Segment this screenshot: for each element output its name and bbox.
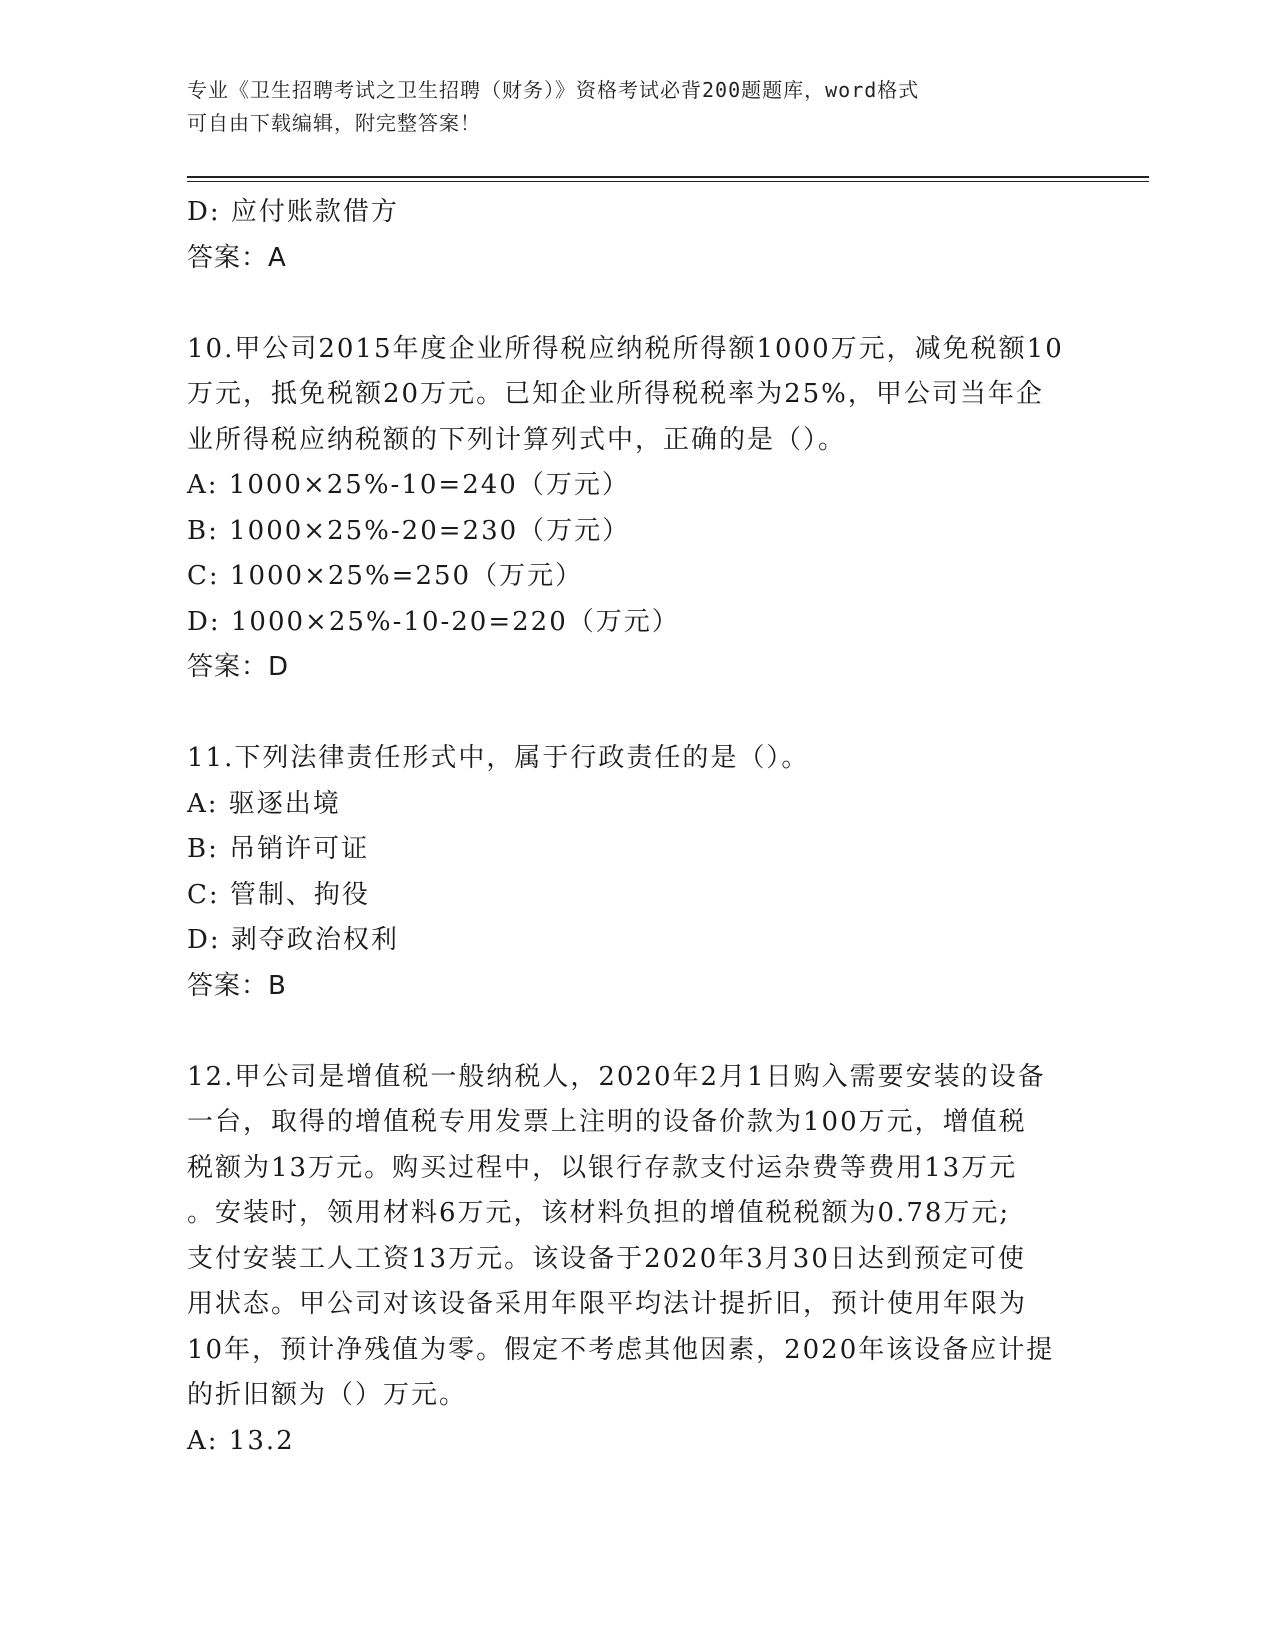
q11-answer: 答案：B bbox=[187, 970, 287, 1001]
question-content bbox=[187, 190, 1087, 1464]
q10-option-c: C: 1000×25%=250（万元） bbox=[187, 561, 584, 591]
q10-option-d: D: 1000×25%-10-20=220（万元） bbox=[187, 606, 680, 637]
header-divider-thick bbox=[187, 176, 1149, 178]
q11-option-d: D: 剥夺政治权利 bbox=[187, 925, 399, 955]
q12-stem-line-1: 12.甲公司是增值税一般纳税人，2020年2月1日购入需要安装的设备 bbox=[187, 1061, 1046, 1092]
spacer bbox=[187, 691, 1087, 737]
q10-stem-line-3: 业所得税应纳税额的下列计算列式中，正确的是（）。 bbox=[187, 424, 847, 455]
header-line-1: 专业《卫生招聘考试之卫生招聘（财务）》资格考试必背200题题库，word格式 bbox=[187, 78, 920, 102]
q10-option-a: A: 1000×25%-10=240（万元） bbox=[187, 470, 630, 500]
q11-option-a: A: 驱逐出境 bbox=[187, 788, 341, 819]
q10-answer: 答案：D bbox=[187, 652, 290, 682]
q11-stem: 11.下列法律责任形式中，属于行政责任的是（）。 bbox=[187, 743, 810, 773]
q10-stem-line-1: 10.甲公司2015年度企业所得税应纳税所得额1000万元，减免税额10 bbox=[187, 333, 1064, 364]
spacer bbox=[187, 281, 1087, 327]
header-divider-thin bbox=[187, 181, 1149, 182]
q12-stem-line-5: 支付安装工人工资13万元。该设备于2020年3月30日达到预定可使 bbox=[187, 1243, 1026, 1274]
q10-stem-line-2: 万元，抵免税额20万元。已知企业所得税税率为25%，甲公司当年企 bbox=[187, 379, 1044, 409]
q9-option-d: D: 应付账款借方 bbox=[187, 197, 399, 227]
q12-stem-line-6: 用状态。甲公司对该设备采用年限平均法计提折旧，预计使用年限为 bbox=[187, 1289, 1028, 1319]
q12-stem-line-7: 10年，预计净残值为零。假定不考虑其他因素，2020年该设备应计提 bbox=[187, 1334, 1055, 1365]
q9-answer: 答案：A bbox=[187, 242, 287, 273]
q11-option-c: C: 管制、拘役 bbox=[187, 879, 370, 910]
q12-stem-line-3: 税额为13万元。购买过程中，以银行存款支付运杂费等费用13万元 bbox=[187, 1152, 1018, 1183]
spacer bbox=[187, 1009, 1087, 1055]
document-header bbox=[187, 74, 1087, 140]
q12-stem-line-8: 的折旧额为（）万元。 bbox=[187, 1380, 468, 1410]
header-line-2: 可自由下载编辑，附完整答案！ bbox=[187, 111, 481, 135]
q11-option-b: B: 吊销许可证 bbox=[187, 834, 370, 864]
q10-option-b: B: 1000×25%-20=230（万元） bbox=[187, 515, 631, 546]
q12-stem-line-4: 。安装时，领用材料6万元，该材料负担的增值税税额为0.78万元; bbox=[187, 1198, 1011, 1228]
q12-stem-line-2: 一台，取得的增值税专用发票上注明的设备价款为100万元，增值税 bbox=[187, 1107, 1027, 1137]
q12-option-a: A: 13.2 bbox=[187, 1425, 295, 1456]
